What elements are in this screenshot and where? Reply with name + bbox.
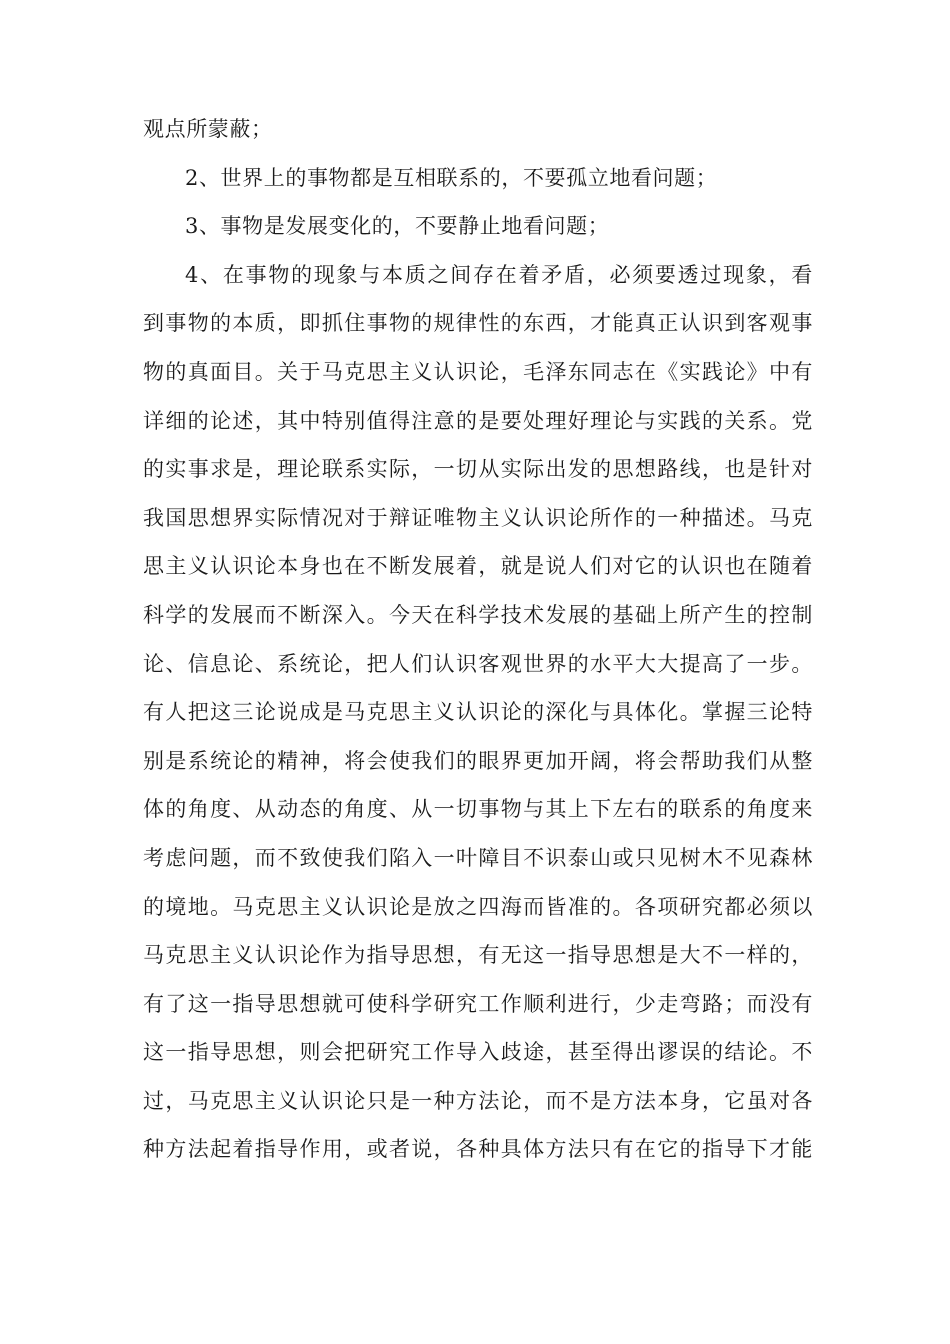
text-line: 物的真面目。关于马克思主义认识论，毛泽东同志在《实践论》中有 <box>143 359 813 384</box>
text-line: 的境地。马克思主义认识论是放之四海而皆准的。各项研究都必须以 <box>143 894 813 919</box>
text-line: 详细的论述，其中特别值得注意的是要处理好理论与实践的关系。党 <box>143 408 813 433</box>
text-line: 科学的发展而不断深入。今天在科学技术发展的基础上所产生的控制 <box>143 602 813 627</box>
text-line: 到事物的本质，即抓住事物的规律性的东西，才能真正认识到客观事 <box>143 311 813 336</box>
text-line: 思主义认识论本身也在不断发展着，就是说人们对它的认识也在随着 <box>143 554 813 579</box>
text-line: 有了这一指导思想就可使科学研究工作顺利进行，少走弯路；而没有 <box>143 991 813 1016</box>
text-line: 这一指导思想，则会把研究工作导入歧途，甚至得出谬误的结论。不 <box>143 1040 813 1065</box>
list-item: 2、世界上的事物都是互相联系的，不要孤立地看问题； <box>185 165 718 190</box>
text-line: 的实事求是，理论联系实际，一切从实际出发的思想路线，也是针对 <box>143 457 813 482</box>
text-line: 论、信息论、系统论，把人们认识客观世界的水平大大提高了一步。 <box>143 651 813 676</box>
list-item: 4、在事物的现象与本质之间存在着矛盾，必须要透过现象，看 <box>185 262 813 287</box>
text-line: 观点所蒙蔽； <box>143 117 273 141</box>
text-line: 马克思主义认识论作为指导思想，有无这一指导思想是大不一样的， <box>143 943 813 968</box>
text-line: 别是系统论的精神，将会使我们的眼界更加开阔，将会帮助我们从整 <box>143 748 813 773</box>
text-line: 有人把这三论说成是马克思主义认识论的深化与具体化。掌握三论特 <box>143 700 813 725</box>
text-line: 体的角度、从动态的角度、从一切事物与其上下左右的联系的角度来 <box>143 797 813 822</box>
text-line: 种方法起着指导作用，或者说，各种具体方法只有在它的指导下才能 <box>143 1137 813 1162</box>
text-line: 我国思想界实际情况对于辩证唯物主义认识论所作的一种描述。马克 <box>143 505 813 530</box>
text-line: 考虑问题，而不致使我们陷入一叶障目不识泰山或只见树木不见森林 <box>143 845 813 870</box>
body-text <box>143 105 813 1174</box>
list-item: 3、事物是发展变化的，不要静止地看问题； <box>185 214 610 239</box>
text-line: 过，马克思主义认识论只是一种方法论，而不是方法本身，它虽对各 <box>143 1088 813 1113</box>
